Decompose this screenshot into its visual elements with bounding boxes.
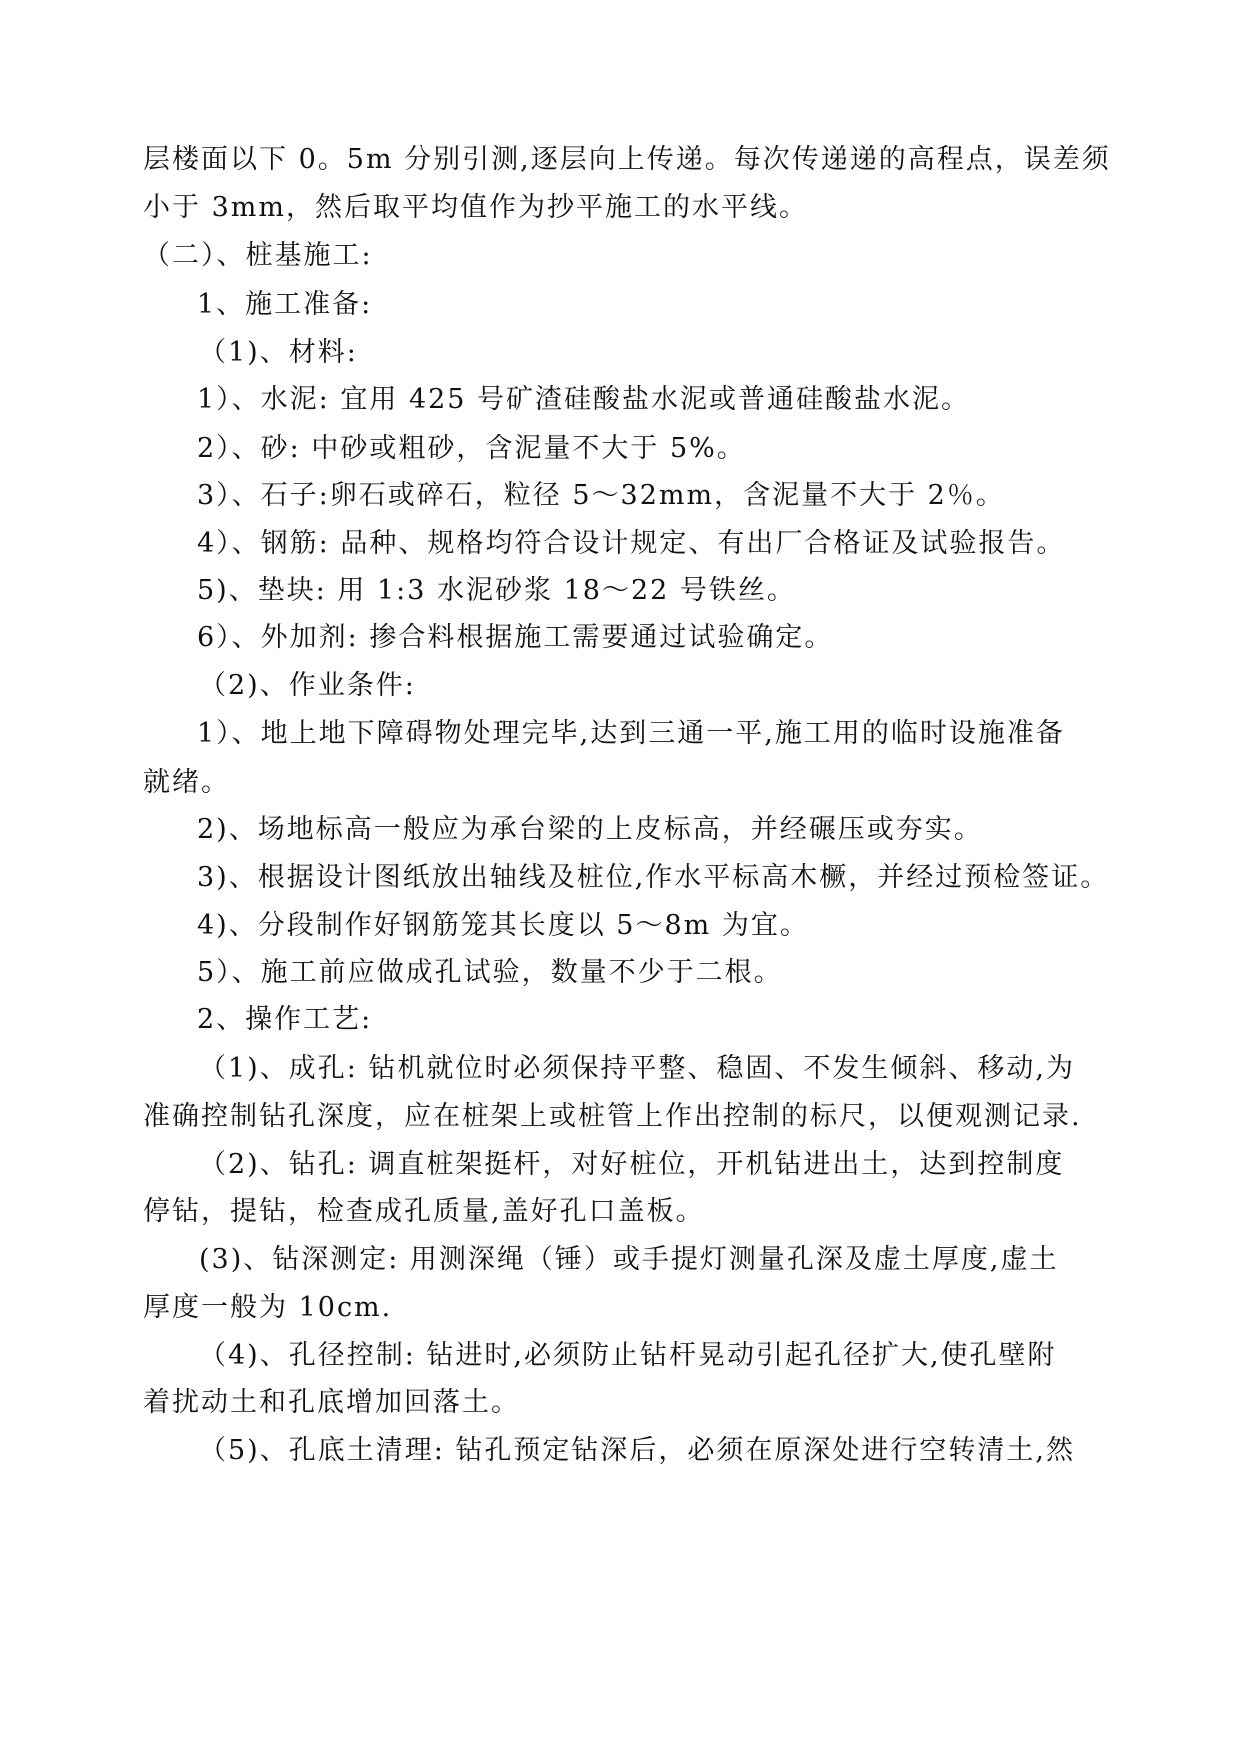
list-item-test-holes: 5）、施工前应做成孔试验，数量不少于二根。 (197, 957, 783, 988)
step-depth-measurement-continued: 厚度一般为 10cm. (143, 1292, 393, 1323)
subsection-heading-process: 2、操作工艺: (197, 1004, 373, 1035)
step-forming-hole: （1)、成孔: 钻机就位时必须保持平整、稳固、不发生倾斜、移动,为 (199, 1053, 1075, 1084)
section-heading-pile-foundation: （二）、桩基施工: (143, 240, 373, 271)
step-drilling-continued: 停钻，提钻，检查成孔质量,盖好孔口盖板。 (143, 1196, 705, 1227)
step-forming-hole-continued: 准确控制钻孔深度，应在桩架上或桩管上作出控制的标尺，以便观测记录. (143, 1101, 1082, 1132)
step-bottom-cleaning: （5)、孔底土清理: 钻孔预定钻深后，必须在原深处进行空转清土,然 (199, 1435, 1075, 1466)
text-line-1: 层楼面以下 0。5m 分别引测,逐层向上传递。每次传递递的高程点，误差须 (143, 144, 1111, 175)
list-item-admixture: 6）、外加剂: 掺合料根据施工需要通过试验确定。 (197, 622, 834, 653)
step-diameter-control: （4)、孔径控制: 钻进时,必须防止钻杆晃动引起孔径扩大,使孔壁附 (199, 1340, 1057, 1371)
list-item-site-elevation: 2)、场地标高一般应为承台梁的上皮标高，并经碾压或夯实。 (197, 814, 983, 845)
list-item-sand: 2）、砂: 中砂或粗砂，含泥量不大于 5%。 (197, 433, 746, 464)
subsection-heading-preparation: 1、施工准备: (197, 289, 373, 320)
list-item-spacer-block: 5)、垫块: 用 1:3 水泥砂浆 18～22 号铁丝。 (197, 575, 796, 606)
text-line-2: 小于 3mm，然后取平均值作为抄平施工的水平线。 (143, 192, 808, 223)
list-item-gravel: 3）、石子:卵石或碎石，粒径 5～32mm，含泥量不大于 2％。 (197, 480, 1005, 511)
list-item-cement: 1）、水泥: 宜用 425 号矿渣硅酸盐水泥或普通硅酸盐水泥。 (197, 384, 971, 415)
list-item-obstacles-continued: 就绪。 (143, 767, 230, 798)
step-drilling: （2)、钻孔: 调直桩架挺杆，对好桩位，开机钻进出土，达到控制度 (199, 1149, 1065, 1180)
list-item-rebar: 4）、钢筋: 品种、规格均符合设计规定、有出厂合格证及试验报告。 (197, 528, 1066, 559)
step-diameter-control-continued: 着扰动土和孔底增加回落土。 (143, 1387, 520, 1418)
item-heading-materials: （1)、材料: (199, 337, 358, 368)
list-item-layout-axis: 3)、根据设计图纸放出轴线及桩位,作水平标高木橛，并经过预检签证。 (197, 862, 1110, 893)
list-item-obstacles: 1）、地上地下障碍物处理完毕,达到三通一平,施工用的临时设施准备 (197, 718, 1065, 749)
list-item-rebar-cage: 4)、分段制作好钢筋笼其长度以 5～8m 为宜。 (197, 910, 809, 941)
step-depth-measurement: (3)、钻深测定: 用测深绳（锤）或手提灯测量孔深及虚土厚度,虚土 (199, 1244, 1059, 1275)
item-heading-conditions: （2)、作业条件: (199, 670, 416, 701)
